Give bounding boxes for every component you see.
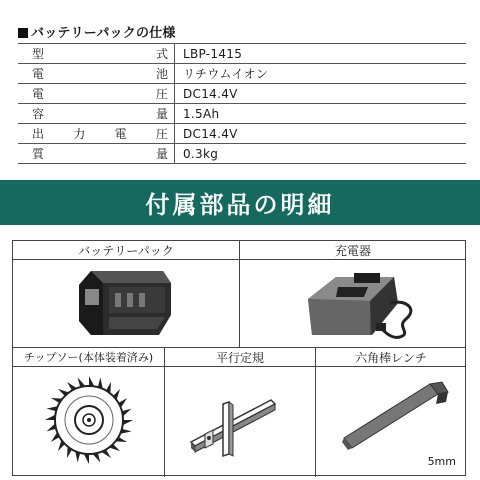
spec-key [18,44,175,64]
spec-title-text: バッテリーパックの仕様 [31,26,176,41]
banner-title: 付属部品の明細 [145,191,335,219]
spec-value: DC14.4V [175,84,467,104]
spec-key-char: 型 [32,47,45,61]
spec-key-char: 圧 [155,127,168,141]
spec-key-char: 容 [32,107,45,121]
spec-key [18,104,175,124]
spec-key-char: 力 [73,127,86,141]
saw-blade-icon [39,370,139,470]
hex-wrench-icon [334,372,454,452]
spec-key-char: 池 [155,67,168,81]
spec-row [18,84,466,104]
spec-key-char: 圧 [155,87,168,101]
charger-icon [302,263,422,345]
spec-key-char: 電 [32,67,45,81]
spec-key-char: 量 [155,147,168,161]
charger-label: 充電器 [334,244,371,258]
spec-key [18,84,175,104]
spec-row [18,44,466,64]
spec-key [18,144,175,164]
saw-tooth [89,376,94,386]
spec-row [18,104,466,124]
parallel-guide-icon [179,372,299,468]
parallel-guide-label: 平行定規 [215,351,264,365]
spec-key-char: 出 [32,127,45,141]
spec-key-char: 量 [155,107,168,121]
accessory-charger [240,241,466,347]
hex-wrench-label: 六角棒レンチ [355,351,427,365]
accessories-banner [0,180,480,225]
saw-blade-label: チップソー(本体装着済み) [23,351,154,364]
spec-row [18,124,466,144]
accessory-battery-pack [13,241,239,347]
spec-value: リチウムイオン [175,64,467,84]
spec-section-title [18,22,176,41]
spec-value: 0.3kg [175,144,467,164]
spec-key-char: 質 [32,147,45,161]
spec-row [18,144,466,164]
spec-table [18,43,466,164]
spec-key-char: 式 [155,47,168,61]
spec-row [18,64,466,84]
battery-pack-icon [71,265,181,343]
spec-value: LBP-1415 [175,44,467,64]
spec-key [18,124,175,144]
spec-key-char: 電 [32,87,45,101]
saw-tooth [123,420,133,425]
wrench-size-label: 5mm [427,455,456,468]
accessory-parallel-guide [165,348,315,476]
spec-key [18,64,175,84]
saw-tooth [45,415,55,420]
accessory-hex-wrench [316,348,466,476]
square-bullet-icon [18,28,28,38]
spec-value: 1.5Ah [175,104,467,124]
spec-value: DC14.4V [175,124,467,144]
battery-pack-label: バッテリーパック [78,244,174,258]
accessories-grid [12,240,466,476]
accessory-saw-blade [13,348,164,476]
saw-tooth [84,454,89,464]
spec-key-char: 電 [114,127,127,141]
